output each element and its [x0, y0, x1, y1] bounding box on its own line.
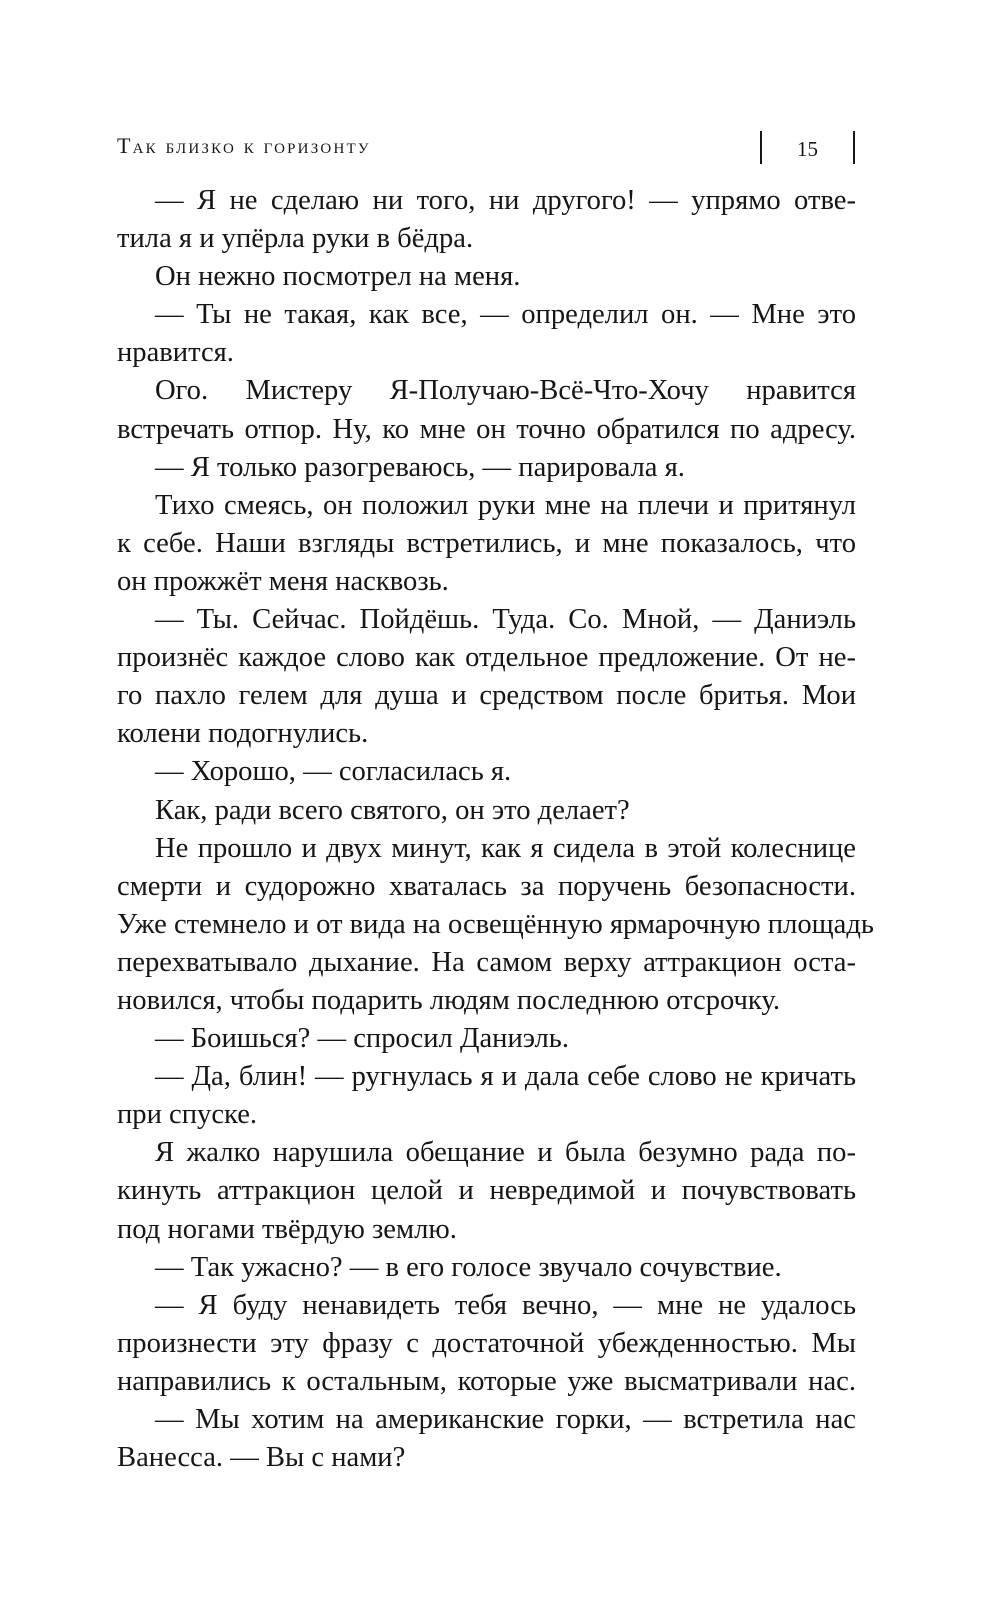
text-line: — Хорошо, — согласилась я.: [155, 756, 512, 788]
text-line: Тихо смеясь, он положил руки мне на плечи и притянул: [155, 489, 856, 521]
text-line: нравится.: [117, 337, 234, 369]
text-line: он прожжёт меня насквозь.: [117, 565, 449, 597]
text-line: произнести эту фразу с достаточной убежденностью. Мы: [117, 1327, 856, 1359]
header-rule-right: [853, 131, 855, 164]
text-line: тила я и упёрла руки в бёдра.: [117, 223, 474, 255]
text-line: — Мы хотим на американские горки, — встретила нас: [155, 1404, 856, 1435]
text-line: колени подогнулись.: [117, 718, 369, 750]
text-line: Я жалко нарушила обещание и была безумно рада по-: [155, 1137, 856, 1169]
text-line: смерти и судорожно хваталась за поручень безопасности.: [117, 870, 856, 902]
text-line: Ого. Мистеру Я-Получаю-Всё-Что-Хочу нравится: [155, 375, 856, 407]
text-line: под ногами твёрдую землю.: [117, 1213, 457, 1245]
text-line: кинуть аттракцион целой и невредимой и почувствовать: [117, 1175, 856, 1207]
text-line: — Да, блин! — ругнулась я и дала себе слово не кричать: [155, 1061, 856, 1093]
text-line: — Ты не такая, как все, — определил он. — Мне это: [155, 299, 856, 331]
text-line: Уже стемнело и от вида на освещённую ярмарочную площадь: [117, 908, 874, 940]
text-line: Как, ради всего святого, он это делает?: [155, 794, 630, 826]
text-line: новился, чтобы подарить людям последнюю отсрочку.: [117, 984, 781, 1016]
text-line: — Я только разогреваюсь, — парировала я.: [155, 451, 685, 483]
text-line: Не прошло и двух минут, как я сидела в этой колеснице: [155, 832, 856, 864]
page-number: 15: [797, 137, 818, 161]
text-line: встречать отпор. Ну, ко мне он точно обратился по адресу.: [117, 413, 856, 445]
text-line: к себе. Наши взгляды встретились, и мне показалось, что: [117, 527, 856, 559]
running-title: Так близко к горизонту: [117, 133, 371, 158]
text-line: произнёс каждое слово как отдельное предложение. От не-: [117, 642, 856, 674]
text-line: — Ты. Сейчас. Пойдёшь. Туда. Со. Мной, — Даниэль: [155, 604, 856, 636]
text-line: — Так ужасно? — в его голосе звучало сочувствие.: [155, 1251, 782, 1283]
text-line: го пахло гелем для душа и средством после бритья. Мои: [117, 680, 856, 712]
text-line: — Я не сделаю ни того, ни другого! — упрямо отве-: [155, 185, 856, 216]
running-header: [117, 131, 856, 165]
text-line: перехватывало дыхание. На самом верху аттракцион оста-: [117, 946, 856, 978]
text-line: Он нежно посмотрел на меня.: [155, 261, 521, 293]
text-line: — Я буду ненавидеть тебя вечно, — мне не удалось: [155, 1289, 856, 1321]
body-text: [117, 182, 874, 1477]
text-line: направились к остальным, которые уже высматривали нас.: [117, 1365, 856, 1397]
text-line: при спуске.: [117, 1099, 258, 1131]
text-line: Ванесса. — Вы с нами?: [117, 1442, 406, 1474]
text-line: — Боишься? — спросил Даниэль.: [155, 1023, 569, 1055]
